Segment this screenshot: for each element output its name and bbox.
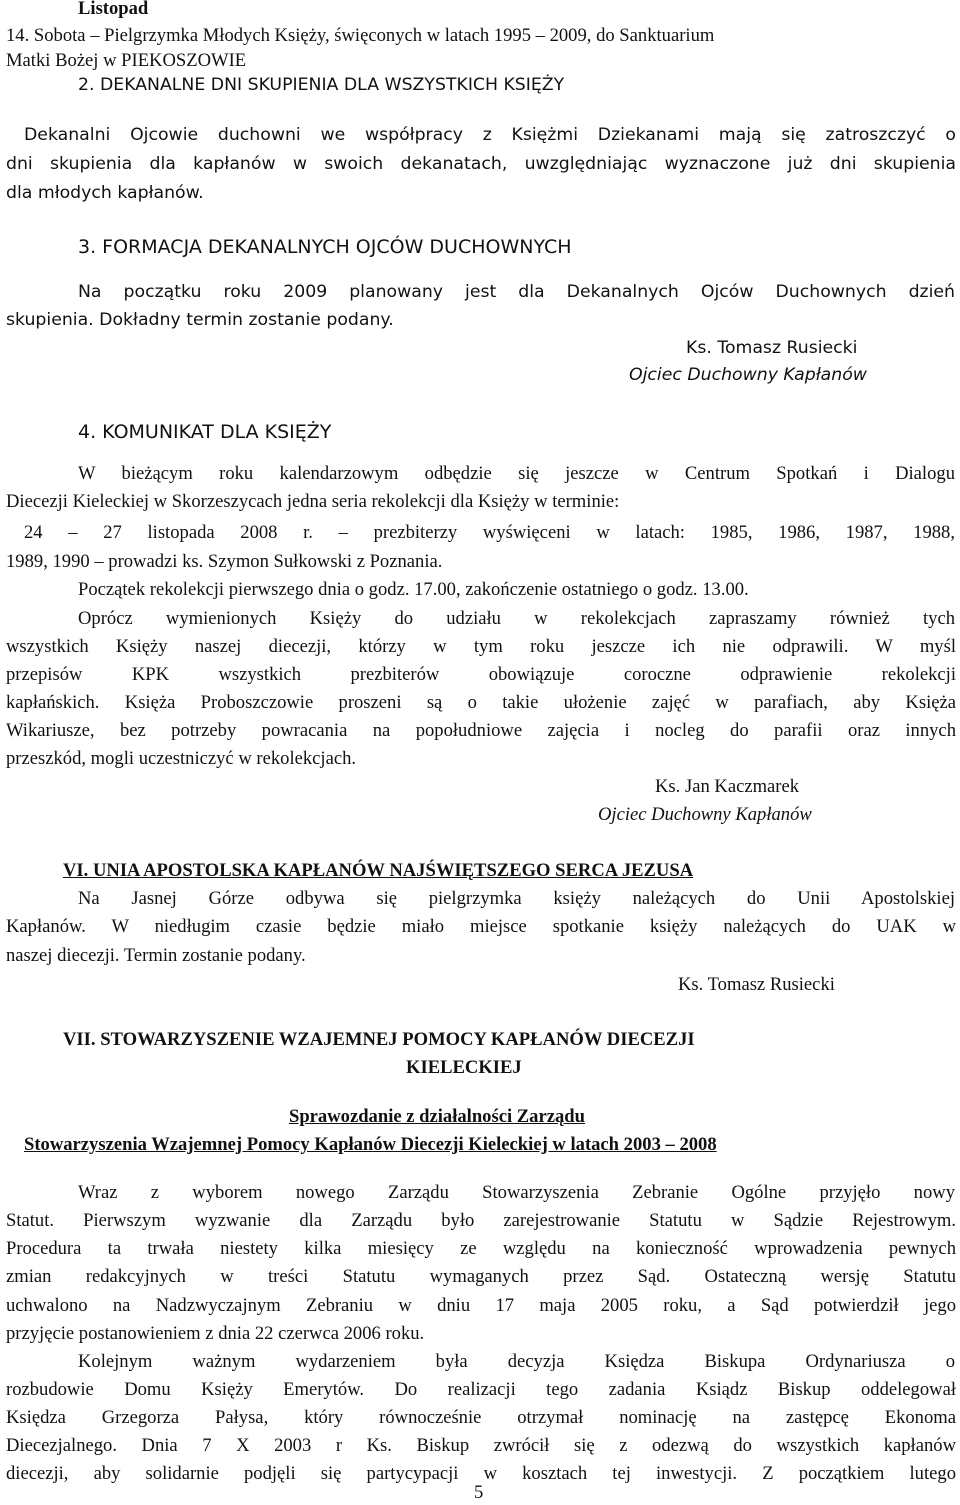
- section-4-line-11: przeszkód, mogli uczestniczyć w rekolekcjach.: [6, 748, 357, 769]
- section-4-line-7: wszystkich Księży naszej diecezji, którzy w tym roku jeszcze ich nie odprawili. W myśl: [6, 636, 956, 657]
- section-4-line-4: 1989, 1990 – prowadzi ks. Szymon Sułkowski z Poznania.: [6, 551, 443, 572]
- section-3-signature-name: Ks. Tomasz Rusiecki: [686, 338, 858, 358]
- section-7-line-11: diecezji, aby solidarnie podjęli się partycypacji w kosztach tej inwestycji. Z początkiem lutego: [6, 1463, 956, 1484]
- section-7-line-9: Księdza Grzegorza Pałysa, który równocześnie otrzymał nominację na zastępcę Ekonoma: [6, 1407, 956, 1428]
- section-3-signature-role: Ojciec Duchowny Kapłanów: [629, 365, 867, 385]
- section-2-line-3: dla młodych kapłanów.: [6, 183, 204, 203]
- report-subtitle-1: Sprawozdanie z działalności Zarządu: [289, 1106, 585, 1127]
- section-7-line-5: uchwalono na Nadzwyczajnym Zebraniu w dniu 17 maja 2005 roku, a Sąd potwierdził jego: [6, 1295, 956, 1316]
- section-2-line-2: dni skupienia dla kapłanów w swoich dekanatach, uwzględniając wyznaczone już dni skupienia: [6, 154, 956, 174]
- section-7-line-8: rozbudowie Domu Księży Emerytów. Do realizacji tego zadania Ksiądz Biskup oddelegował: [6, 1379, 956, 1400]
- section-4-line-2: Diecezji Kieleckiej w Skorzeszycach jedna seria rekolekcji dla Księży w terminie:: [6, 491, 620, 512]
- section-3-line-1: Na początku roku 2009 planowany jest dla Dekanalnych Ojców Duchownych dzień: [78, 282, 955, 302]
- month-heading: Listopad: [78, 0, 149, 19]
- section-4-line-3: 24 – 27 listopada 2008 r. – prezbiterzy wyświęceni w latach: 1985, 1986, 1987, 1988,: [24, 522, 955, 543]
- section-4-line-9: kapłańskich. Księża Proboszczowie proszeni są o takie ułożenie zajęć w parafiach, aby Księża: [6, 692, 956, 713]
- item-14-line-2: Matki Bożej w PIEKOSZOWIE: [6, 50, 247, 71]
- section-7-line-7: Kolejnym ważnym wydarzeniem była decyzja Księdza Biskupa Ordynariusza o: [78, 1351, 955, 1372]
- section-4-line-10: Wikariusze, bez potrzeby powracania na popołudniowe zajęcia i nocleg do parafii oraz innych: [6, 720, 956, 741]
- section-4-line-8: przepisów KPK wszystkich prezbiterów obowiązuje coroczne odprawienie rekolekcji: [6, 664, 956, 685]
- section-6-title: VI. UNIA APOSTOLSKA KAPŁANÓW NAJŚWIĘTSZEGO SERCA JEZUSA: [63, 860, 694, 881]
- section-4-title: 4. KOMUNIKAT DLA KSIĘŻY: [78, 421, 332, 443]
- section-4-line-5: Początek rekolekcji pierwszego dnia o godz. 17.00, zakończenie ostatniego o godz. 13.00.: [78, 579, 749, 600]
- section-7-line-3: Procedura ta trwała niestety kilka miesięcy ze względu na konieczność wprowadzenia pewnych: [6, 1238, 956, 1259]
- section-2-title: 2. DEKANALNE DNI SKUPIENIA DLA WSZYSTKICH KSIĘŻY: [78, 75, 565, 95]
- section-4-line-6: Oprócz wymienionych Księży do udziału w rekolekcjach zapraszamy również tych: [78, 608, 955, 629]
- section-7-title-line-1: VII. STOWARZYSZENIE WZAJEMNEJ POMOCY KAPŁANÓW DIECEZJI: [63, 1029, 695, 1050]
- page-number: 5: [474, 1482, 484, 1503]
- section-6-line-1: Na Jasnej Górze odbywa się pielgrzymka księży należących do Unii Apostolskiej: [78, 888, 955, 909]
- section-7-title-line-2: KIELECKIEJ: [406, 1057, 522, 1078]
- section-7-line-6: przyjęcie postanowieniem z dnia 22 czerwca 2006 roku.: [6, 1323, 425, 1344]
- item-14-line-1: 14. Sobota – Pielgrzymka Młodych Księży, święconych w latach 1995 – 2009, do Sanktuarium: [6, 25, 715, 46]
- section-3-title: 3. FORMACJA DEKANALNYCH OJCÓW DUCHOWNYCH: [78, 236, 572, 258]
- section-2-line-1: Dekanalni Ojcowie duchowni we współpracy z Księżmi Dziekanami mają się zatroszczyć o: [24, 125, 956, 145]
- section-7-line-2: Statut. Pierwszym wyzwanie dla Zarządu było zarejestrowanie Statutu w Sądzie Rejestrowym.: [6, 1210, 956, 1231]
- section-6-line-3: naszej diecezji. Termin zostanie podany.: [6, 945, 306, 966]
- report-subtitle-2: Stowarzyszenia Wzajemnej Pomocy Kapłanów Diecezji Kieleckiej w latach 2003 – 2008: [24, 1134, 717, 1155]
- section-7-line-1: Wraz z wyborem nowego Zarządu Stowarzyszenia Zebranie Ogólne przyjęło nowy: [78, 1182, 955, 1203]
- section-7-line-4: zmian redakcyjnych w treści Statutu wymaganych przez Sąd. Ostateczną wersję Statutu: [6, 1266, 956, 1287]
- section-6-signature-name: Ks. Tomasz Rusiecki: [678, 974, 835, 995]
- section-4-signature-role: Ojciec Duchowny Kapłanów: [598, 804, 812, 825]
- section-6-line-2: Kapłanów. W niedługim czasie będzie miało miejsce spotkanie księży należących do UAK w: [6, 916, 956, 937]
- section-3-line-2: skupienia. Dokładny termin zostanie podany.: [6, 310, 394, 330]
- section-7-line-10: Diecezjalnego. Dnia 7 X 2003 r Ks. Biskup zwrócił się z odezwą do wszystkich kapłanów: [6, 1435, 956, 1456]
- section-4-line-1: W bieżącym roku kalendarzowym odbędzie się jeszcze w Centrum Spotkań i Dialogu: [78, 463, 955, 484]
- section-4-signature-name: Ks. Jan Kaczmarek: [655, 776, 800, 797]
